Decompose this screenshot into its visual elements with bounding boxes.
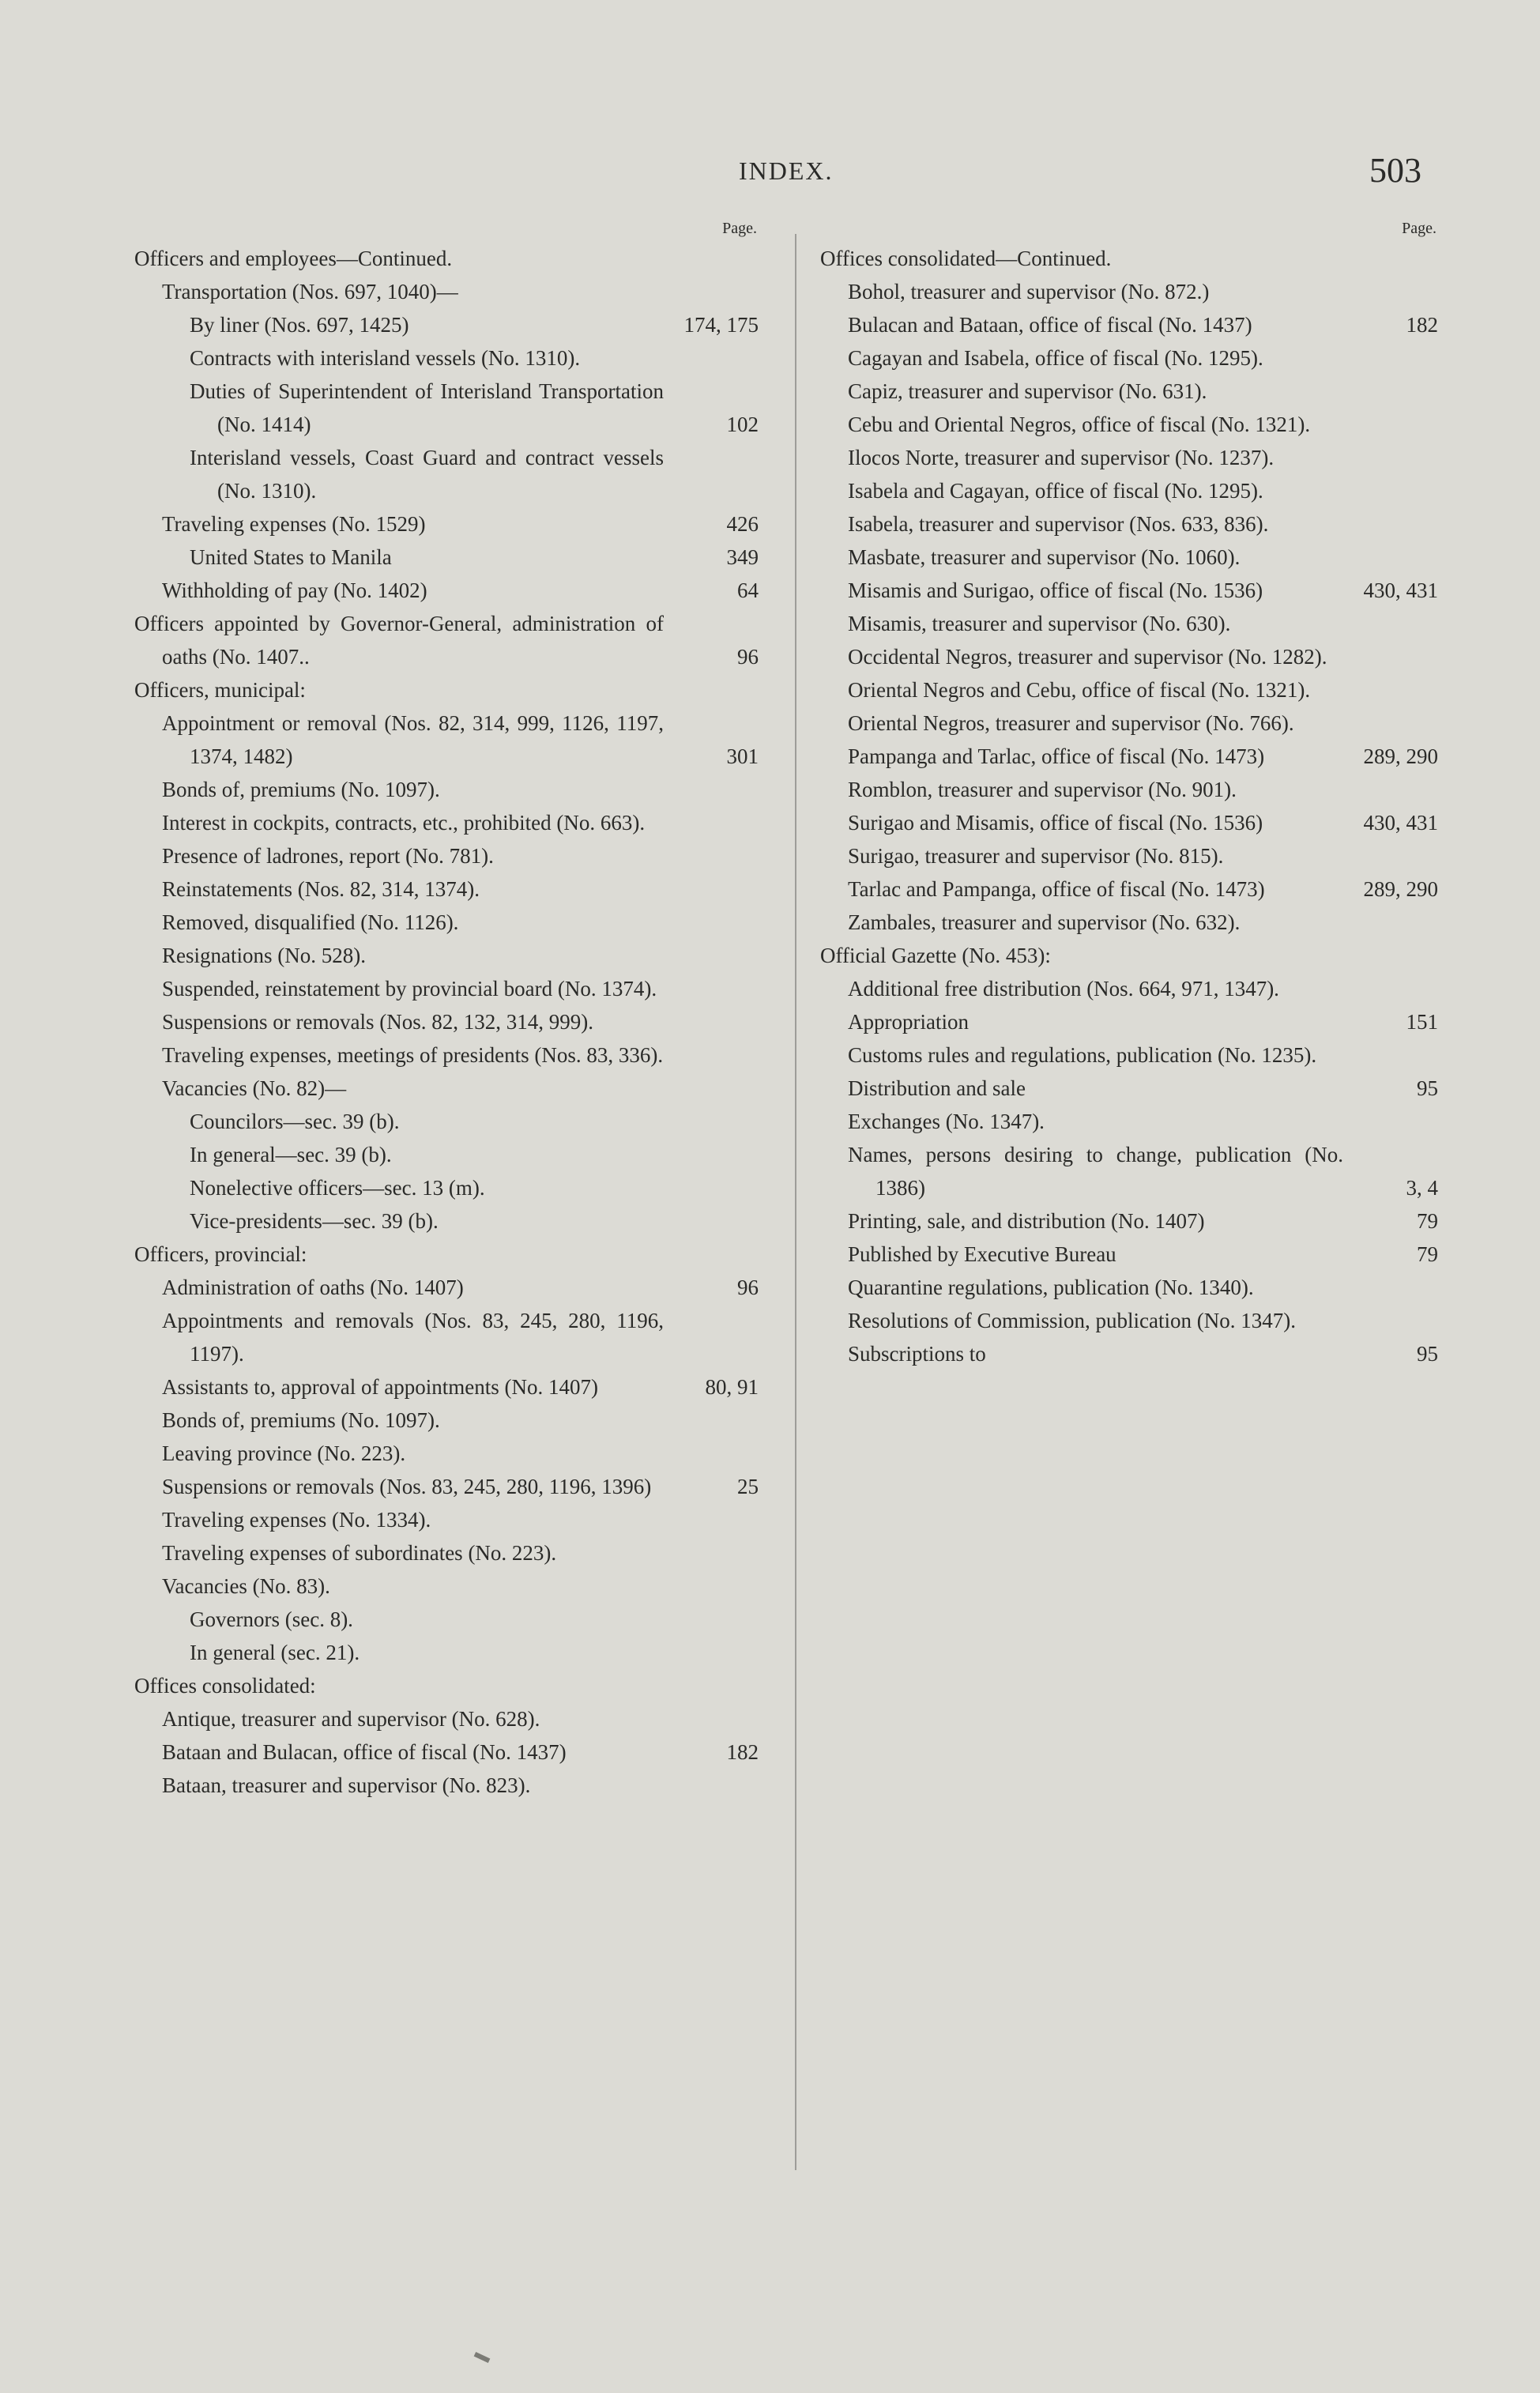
index-entry (820, 1337, 1438, 1370)
entry-text: Official Gazette (No. 453): (820, 944, 1051, 967)
index-entry (820, 607, 1438, 640)
entry-page-ref: 182 (1406, 313, 1438, 337)
left-column (134, 218, 759, 1802)
index-entry (134, 1735, 759, 1769)
index-entry (820, 673, 1438, 707)
entry-page-ref: 64 (737, 578, 759, 602)
entry-text: Isabela and Cagayan, office of fiscal (No. 1295). (848, 479, 1263, 503)
entry-page-ref: 96 (737, 1276, 759, 1299)
entry-text: Contracts with interisland vessels (No. 1310). (190, 346, 581, 370)
entry-text: Suspensions or removals (Nos. 83, 245, 280, 1196, 1396) (162, 1475, 652, 1498)
entry-text: Appointment or removal (Nos. 82, 314, 999, 1126, 1197, 1374, 1482) (162, 711, 664, 768)
entry-text: Offices consolidated: (134, 1674, 316, 1698)
index-entry (134, 1570, 759, 1603)
entry-text: Officers, municipal: (134, 678, 306, 702)
index-entry (820, 541, 1438, 574)
index-entry (134, 1171, 759, 1204)
page-header (0, 150, 1540, 198)
right-column (820, 218, 1438, 1370)
entry-text: Pampanga and Tarlac, office of fiscal (No. 1473) (848, 744, 1265, 768)
entry-page-ref: 349 (726, 545, 759, 569)
entry-text: Traveling expenses (No. 1529) (162, 512, 426, 536)
entry-text: Officers appointed by Governor-General, administration of oaths (No. 1407.. (134, 612, 664, 669)
index-entry (134, 1702, 759, 1735)
entry-text: Transportation (Nos. 697, 1040)— (162, 280, 458, 303)
index-entry (134, 972, 759, 1005)
entry-text: Bonds of, premiums (No. 1097). (162, 778, 440, 801)
entry-text: Bonds of, premiums (No. 1097). (162, 1408, 440, 1432)
ink-mark (474, 2352, 491, 2363)
entry-text: Bataan, treasurer and supervisor (No. 823). (162, 1773, 531, 1797)
index-entry (134, 1536, 759, 1570)
entry-text: Bataan and Bulacan, office of fiscal (No. 1437) (162, 1740, 567, 1764)
index-entry (134, 275, 759, 308)
index-entry (134, 1370, 759, 1404)
entry-text: In general (sec. 21). (190, 1641, 360, 1664)
index-entry (820, 441, 1438, 474)
entry-text: Zambales, treasurer and supervisor (No. 632). (848, 910, 1241, 934)
entry-text: Traveling expenses of subordinates (No. 223). (162, 1541, 557, 1565)
entry-page-ref: 3, 4 (1406, 1176, 1438, 1200)
entry-text: Duties of Superintendent of Interisland Transportation (No. 1414) (190, 379, 664, 436)
left-page-label: Page. (722, 220, 757, 237)
entry-text: Resolutions of Commission, publication (No. 1347). (848, 1309, 1296, 1332)
index-entry (134, 1105, 759, 1138)
index-entry (820, 773, 1438, 806)
entry-page-ref: 430, 431 (1363, 578, 1438, 602)
entry-text: Romblon, treasurer and supervisor (No. 901). (848, 778, 1237, 801)
entry-text: Published by Executive Bureau (848, 1242, 1116, 1266)
entry-text: Assistants to, approval of appointments (No. 1407) (162, 1375, 598, 1399)
running-title: INDEX. (739, 156, 834, 185)
index-entry (134, 1038, 759, 1072)
index-entry (134, 574, 759, 607)
index-entry (134, 1669, 759, 1702)
page-number: 503 (1369, 151, 1421, 190)
entry-text: Bulacan and Bataan, office of fiscal (No. 1437) (848, 313, 1252, 337)
index-entry (820, 806, 1438, 839)
index-entry (134, 707, 759, 773)
index-entry (134, 773, 759, 806)
index-entry (134, 1437, 759, 1470)
index-entry (134, 673, 759, 707)
entry-text: Interest in cockpits, contracts, etc., prohibited (No. 663). (162, 811, 646, 835)
entry-text: Oriental Negros and Cebu, office of fiscal (No. 1321). (848, 678, 1311, 702)
entry-page-ref: 80, 91 (705, 1375, 759, 1399)
entry-page-ref: 430, 431 (1363, 811, 1438, 835)
entry-text: Oriental Negros, treasurer and supervisor (No. 766). (848, 711, 1294, 735)
entry-text: Officers and employees—Continued. (134, 247, 453, 270)
entry-page-ref: 79 (1417, 1242, 1438, 1266)
index-entry (820, 939, 1438, 972)
entry-page-ref: 95 (1417, 1342, 1438, 1366)
entry-text: Isabela, treasurer and supervisor (Nos. 633, 836). (848, 512, 1269, 536)
index-entry (134, 1138, 759, 1171)
entry-page-ref: 174, 175 (683, 313, 759, 337)
index-entry (820, 839, 1438, 872)
entry-text: Additional free distribution (Nos. 664, 971, 1347). (848, 977, 1279, 1001)
entry-page-ref: 102 (726, 413, 759, 436)
index-entry (134, 1603, 759, 1636)
index-entry (820, 1138, 1438, 1204)
entry-text: Nonelective officers—sec. 13 (m). (190, 1176, 485, 1200)
entry-text: Distribution and sale (848, 1076, 1026, 1100)
index-entry (134, 1238, 759, 1271)
entry-text: Withholding of pay (No. 1402) (162, 578, 427, 602)
index-entry (820, 341, 1438, 375)
entry-text: Appointments and removals (Nos. 83, 245, 280, 1196, 1197). (162, 1309, 664, 1366)
index-entry (820, 308, 1438, 341)
index-entry (134, 1271, 759, 1304)
entry-text: Printing, sale, and distribution (No. 1407) (848, 1209, 1205, 1233)
index-entry (820, 275, 1438, 308)
index-entry (134, 1072, 759, 1105)
index-entry (134, 541, 759, 574)
index-entry (134, 939, 759, 972)
index-entry (134, 607, 759, 673)
index-entry (820, 1072, 1438, 1105)
entry-text: Surigao, treasurer and supervisor (No. 815). (848, 844, 1224, 868)
entry-page-ref: 301 (726, 744, 759, 768)
entry-text: Ilocos Norte, treasurer and supervisor (No. 1237). (848, 446, 1275, 469)
index-entry (134, 341, 759, 375)
index-entry (134, 1769, 759, 1802)
entry-page-ref: 25 (737, 1475, 759, 1498)
entry-text: Offices consolidated—Continued. (820, 247, 1112, 270)
index-entry (820, 1005, 1438, 1038)
index-entry (820, 242, 1438, 275)
index-entry (820, 574, 1438, 607)
entry-page-ref: 289, 290 (1363, 744, 1438, 768)
index-entry (134, 1636, 759, 1669)
index-entry (134, 308, 759, 341)
index-entry (820, 375, 1438, 408)
entry-page-ref: 79 (1417, 1209, 1438, 1233)
entry-text: Reinstatements (Nos. 82, 314, 1374). (162, 877, 480, 901)
index-entry (820, 1304, 1438, 1337)
entry-text: Names, persons desiring to change, publication (No. 1386) (848, 1143, 1343, 1200)
index-entry (820, 872, 1438, 906)
index-entry (134, 906, 759, 939)
entry-text: Officers, provincial: (134, 1242, 307, 1266)
entry-text: Vacancies (No. 82)— (162, 1076, 347, 1100)
entry-text: Misamis, treasurer and supervisor (No. 630). (848, 612, 1231, 635)
entry-page-ref: 95 (1417, 1076, 1438, 1100)
entry-text: Capiz, treasurer and supervisor (No. 631). (848, 379, 1207, 403)
index-entry (820, 507, 1438, 541)
index-entry (134, 872, 759, 906)
index-entry (134, 1470, 759, 1503)
index-entry (820, 1204, 1438, 1238)
index-entry (134, 806, 759, 839)
index-entry (820, 1238, 1438, 1271)
entry-text: Resignations (No. 528). (162, 944, 366, 967)
entry-page-ref: 426 (726, 512, 759, 536)
column-divider (795, 234, 796, 2170)
index-entry (820, 1105, 1438, 1138)
entry-page-ref: 151 (1406, 1010, 1438, 1034)
index-entry (820, 740, 1438, 773)
index-entry (820, 408, 1438, 441)
entry-text: Vice-presidents—sec. 39 (b). (190, 1209, 439, 1233)
index-entry (134, 441, 759, 507)
entry-text: Interisland vessels, Coast Guard and contract vessels (No. 1310). (190, 446, 664, 503)
entry-text: Presence of ladrones, report (No. 781). (162, 844, 494, 868)
entry-text: Traveling expenses (No. 1334). (162, 1508, 431, 1532)
entry-text: By liner (Nos. 697, 1425) (190, 313, 409, 337)
entry-text: Cebu and Oriental Negros, office of fiscal (No. 1321). (848, 413, 1311, 436)
entry-text: Customs rules and regulations, publication (No. 1235). (848, 1043, 1317, 1067)
index-entry (820, 640, 1438, 673)
entry-text: Quarantine regulations, publication (No. 1340). (848, 1276, 1254, 1299)
entry-text: Suspensions or removals (Nos. 82, 132, 314, 999). (162, 1010, 593, 1034)
index-entry (820, 474, 1438, 507)
entry-text: Tarlac and Pampanga, office of fiscal (No. 1473) (848, 877, 1265, 901)
index-entry (134, 1304, 759, 1370)
index-entry (820, 1038, 1438, 1072)
index-entry (820, 1271, 1438, 1304)
entry-text: Administration of oaths (No. 1407) (162, 1276, 464, 1299)
entry-text: Bohol, treasurer and supervisor (No. 872.) (848, 280, 1210, 303)
index-entry (134, 1005, 759, 1038)
index-entry (134, 242, 759, 275)
entry-text: Exchanges (No. 1347). (848, 1110, 1045, 1133)
index-entry (820, 906, 1438, 939)
entry-text: Cagayan and Isabela, office of fiscal (No. 1295). (848, 346, 1263, 370)
entry-text: Surigao and Misamis, office of fiscal (No. 1536) (848, 811, 1263, 835)
index-entry (134, 1503, 759, 1536)
entry-page-ref: 182 (726, 1740, 759, 1764)
entry-text: Councilors—sec. 39 (b). (190, 1110, 400, 1133)
entry-text: Leaving province (No. 223). (162, 1441, 406, 1465)
entry-page-ref: 289, 290 (1363, 877, 1438, 901)
index-entry (820, 972, 1438, 1005)
left-entries (134, 242, 759, 1802)
entry-text: Vacancies (No. 83). (162, 1574, 330, 1598)
index-entry (820, 707, 1438, 740)
entry-text: United States to Manila (190, 545, 392, 569)
index-entry (134, 375, 759, 441)
index-entry (134, 507, 759, 541)
entry-page-ref: 96 (737, 645, 759, 669)
entry-text: In general—sec. 39 (b). (190, 1143, 392, 1166)
entry-text: Masbate, treasurer and supervisor (No. 1060). (848, 545, 1241, 569)
entry-text: Subscriptions to (848, 1342, 986, 1366)
right-entries (820, 242, 1438, 1370)
entry-text: Suspended, reinstatement by provincial board (No. 1374). (162, 977, 657, 1001)
index-entry (134, 1404, 759, 1437)
entry-text: Misamis and Surigao, office of fiscal (No. 1536) (848, 578, 1263, 602)
entry-text: Traveling expenses, meetings of presidents (Nos. 83, 336). (162, 1043, 664, 1067)
entry-text: Removed, disqualified (No. 1126). (162, 910, 459, 934)
index-entry (134, 839, 759, 872)
entry-text: Governors (sec. 8). (190, 1607, 353, 1631)
entry-text: Antique, treasurer and supervisor (No. 628). (162, 1707, 540, 1731)
entry-text: Occidental Negros, treasurer and supervisor (No. 1282). (848, 645, 1327, 669)
index-entry (134, 1204, 759, 1238)
entry-text: Appropriation (848, 1010, 969, 1034)
right-page-label: Page. (1402, 220, 1436, 237)
